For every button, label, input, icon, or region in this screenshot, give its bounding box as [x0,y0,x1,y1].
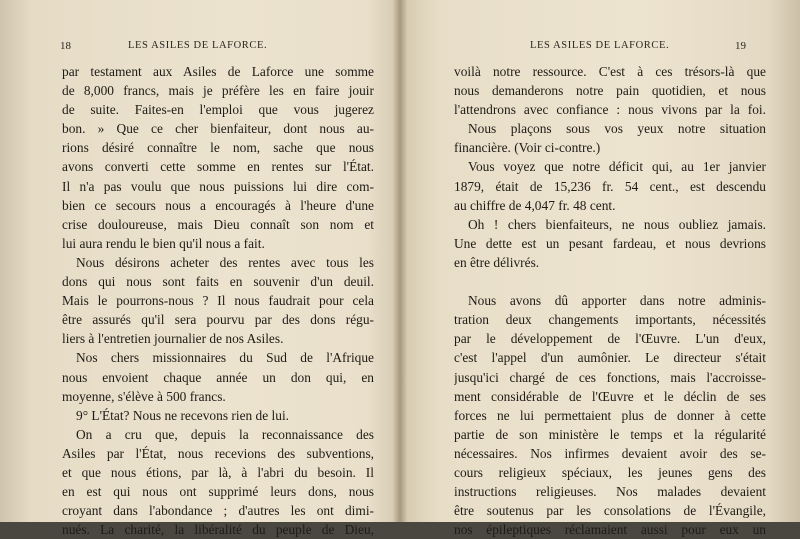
text-line: Nos chers missionnaires du Sud de l'Afrique [76,350,374,366]
text-line: crise douloureuse, mais Dieu connaît son nom et [62,216,374,232]
right-page-text [454,62,766,539]
text-line: bien ce secours nous a encouragés à l'heure d'une [62,197,374,213]
text-line: tration deux changements importants, nécessités [454,312,766,328]
text-line: 1879, était de 15,236 fr. 54 cent., est descendu [454,178,766,194]
text-line: par testament aux Asiles de Laforce une somme [62,64,374,79]
text-line: instructions religieuses. Nos malades devaient [454,484,766,500]
text-line: Mais le pourrons-nous ? Il nous faudrait pour cela [62,293,374,309]
text-line: Une dette est un pesant fardeau, et nous devrions [454,235,766,251]
text-line: dons qui nous sont faits en souvenir d'un deuil. [62,274,374,290]
text-line: nués. La charité, la libéralité du peuple de Dieu, [62,522,374,538]
text-line: nous envoient chaque année un don qui, en [62,369,374,385]
text-line: avons converti cette somme en rentes sur l'État. [62,159,374,175]
text-line: Vous voyez que notre déficit qui, au 1er janvier [468,159,766,175]
text-line: de suite. Faites-en l'emploi que vous jugerez [62,102,374,118]
running-head: LES ASILES DE LAFORCE. [530,40,670,51]
right-page [400,0,800,538]
text-line: Asiles par l'État, nous recevions des subventions, [62,445,374,461]
text-line: en est qui nous ont supprimé leurs dons, nous [62,484,374,500]
text-line: c'est l'appel d'un aumônier. Le directeur s'était [454,350,766,366]
left-page [0,0,400,538]
text-line: de 8,000 francs, mais je préfère les en faire jouir [62,83,374,99]
text-line: nécessaires. Nos infirmes devaient avoir des se- [454,445,766,461]
text-line: 9° L'État? Nous ne recevons rien de lui. [76,407,290,423]
text-line: nous demanderons notre pain quotidien, et nous [454,83,766,99]
text-line [454,272,766,291]
text-line: lui aura rendu le bien qu'il nous a fait. [62,235,265,251]
text-line: voilà notre ressource. C'est à ces trésors-là que [454,64,766,79]
text-line: jusqu'ici chargé de ces fonctions, mais l'accroisse- [454,369,766,385]
text-line: financière. (Voir ci-contre.) [454,140,601,156]
text-line: Nous avons dû apporter dans notre adminis- [468,293,766,309]
text-line: au chiffre de 4,047 fr. 48 cent. [454,197,616,213]
page-number: 18 [60,40,71,52]
text-line: bon. » Que ce cher bienfaiteur, dont nous au- [62,121,374,137]
text-line: partie de son ministère le temps et la régularité [454,426,766,442]
text-line: Nous plaçons sous vos yeux notre situation [468,121,766,137]
text-line: Nous désirons acheter des rentes avec tous les [76,254,374,270]
text-line: On a cru que, depuis la reconnaissance des [76,426,374,442]
text-line: et que nous étions, par là, à l'abri du besoin. Il [62,464,374,480]
text-line: nos épileptiques réclamaient aussi pour eux un [454,522,766,538]
text-line: moyenne, s'élève à 500 francs. [62,388,226,404]
text-line: l'attendrons avec confiance : nous vivons par la foi. [454,102,766,118]
text-line: cours religieux spéciaux, les jeunes gens des [454,464,766,480]
text-line: ment considérable de l'Œuvre et le déclin de ses [454,388,766,404]
left-page-text [62,62,374,539]
text-line: croyant dans l'abondance ; d'autres les ont dimi- [62,503,374,519]
text-line: forces ne lui permettaient plus de donner à cette [454,407,766,423]
text-line: liers à l'entretien journalier de nos Asiles. [62,331,284,347]
running-head: LES ASILES DE LAFORCE. [128,40,268,51]
text-line: être assurés qu'il sera pourvu par des dons régu- [62,312,374,328]
text-line: Il n'a pas voulu que nous puissions lui dire com- [62,178,374,194]
text-line: par le développement de l'Œuvre. L'un d'eux, [454,331,766,347]
text-line: Oh ! chers bienfaiteurs, ne nous oubliez jamais. [468,216,766,232]
text-line: rions désiré connaître le nom, sache que nous [62,140,374,156]
text-line: en être délivrés. [454,254,540,270]
page-number: 19 [735,40,746,52]
text-line: être soutenus par les consolations de l'Évangile, [454,503,766,519]
